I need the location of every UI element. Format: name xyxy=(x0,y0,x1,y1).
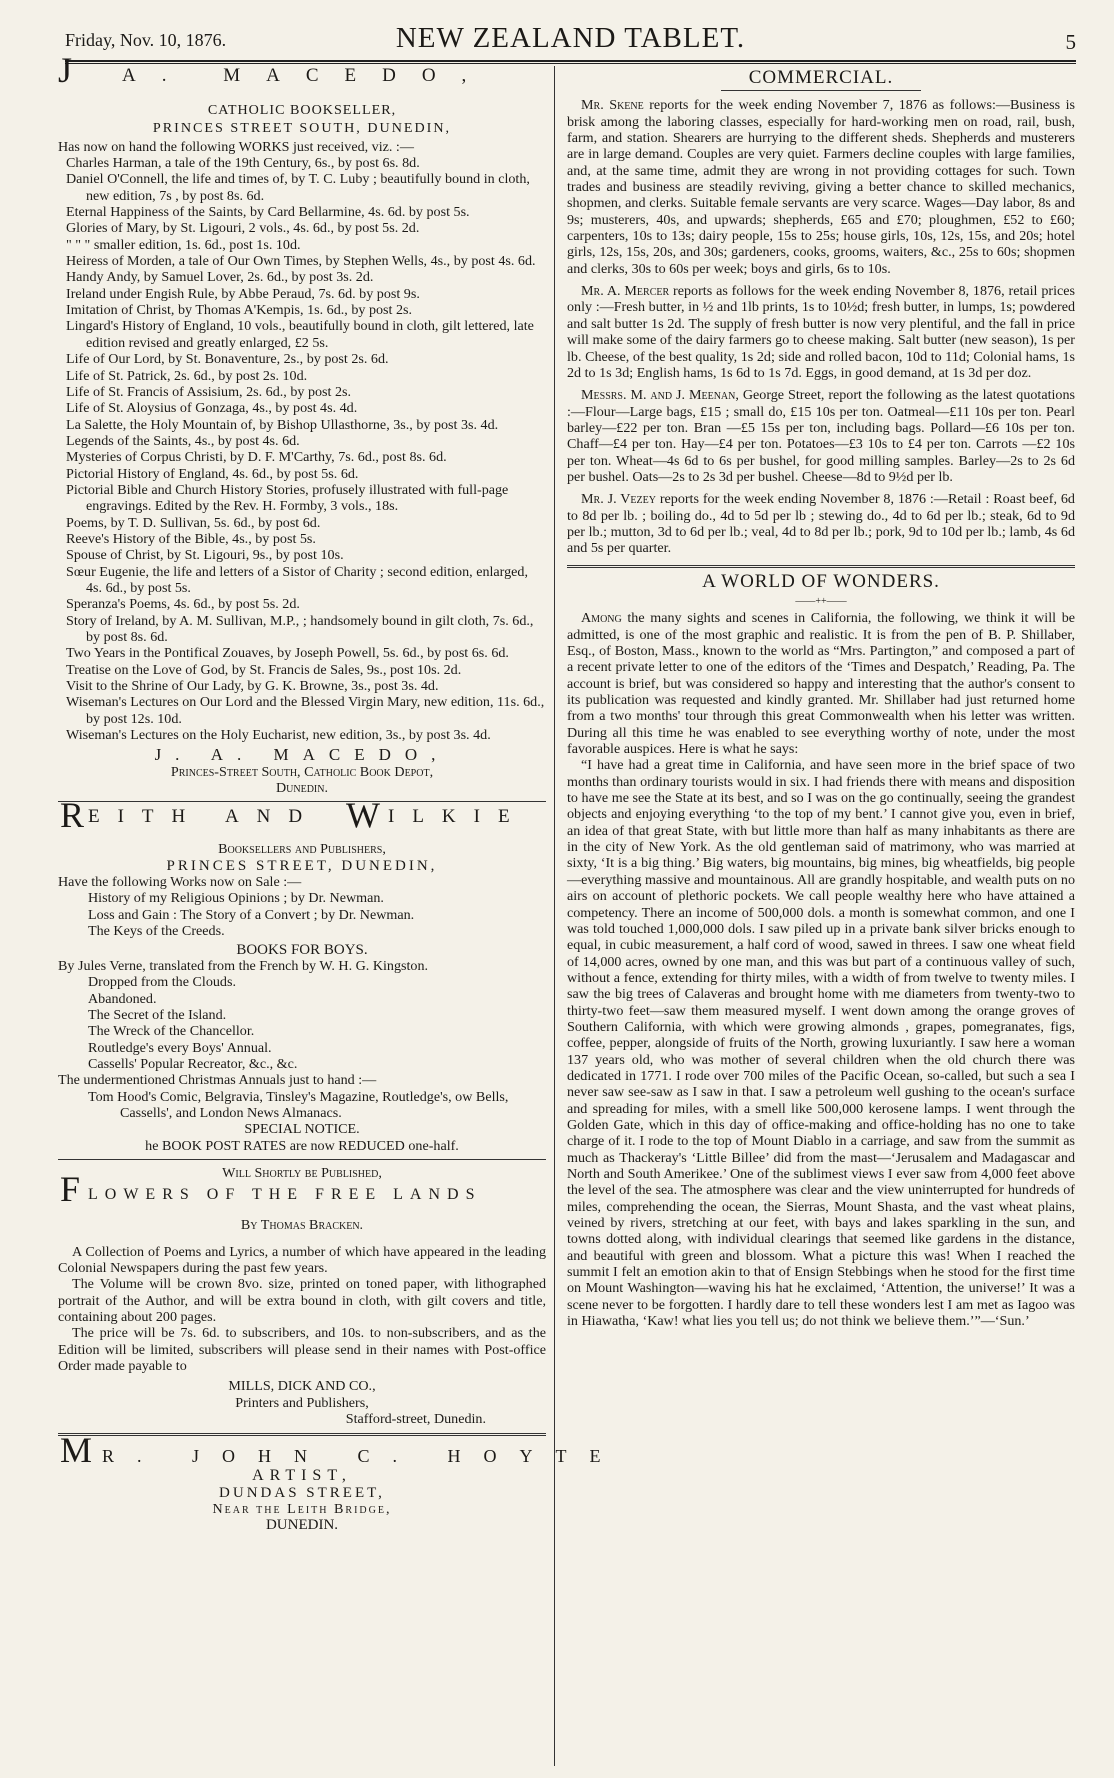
macedo-initial: J xyxy=(58,50,73,90)
commercial-mercer xyxy=(567,283,1075,381)
reith-name: EITH AND xyxy=(88,806,321,828)
hoyte-artist: ARTIST, xyxy=(252,1467,352,1485)
meenan-text: George Street, report the following as the latest quotations :—Flour—Large bags, £15 ; small do, £15 10s per ton. Oatmeal—£11 10s per ton. Pearl barley—£22 per ton. Bran —£5 15s per ton, including bags. Pollard—£6 10s per ton. Chaff—£4 per ton. Hay—£4 per ton. Potatoes—£3 10s to £4 per ton. Carrots —£2 10s per ton. Wheat—4s 6d to 6s per bushel, for good milling samples. Barley—2s to 2s 6d per bushel. Oats—2s to 2s 3d per bushel. Cheese—8d to 9½d per lb. xyxy=(567,387,1075,485)
heading-rule xyxy=(721,90,921,91)
list-item: Routledge's every Boys' Annual. xyxy=(88,1039,272,1056)
commercial-vezey xyxy=(567,491,1075,556)
wonders-first-word: Among xyxy=(581,610,622,627)
flowers-firm: MILLS, DICK AND CO., xyxy=(228,1378,376,1395)
list-item: Pictorial Bible and Church History Stories, profusely illustrated with full-page engravings. Edited by the Rev. H. Formby, 3 vols., 18s. xyxy=(66,481,509,515)
list-item: Dropped from the Clouds. xyxy=(88,974,236,991)
meenan-name: Messrs. M. and J. Meenan, xyxy=(581,387,739,404)
list-item: Pictorial History of England, 4s. 6d., by post 5s. 6d. xyxy=(66,465,359,482)
skene-text: reports for the week ending November 7, 1876 as follows:—Business is brisk among the laboring classes, especially for hard-working men on road, rail, bush, farm, and station. Shearers are hurrying to the different sheds. Shepherds and musterers are in large demand. Couples are very quiet. Farmers decline couples with large families, and, at the same time, admit they are wrong in not providing cottages for such. Town trades and business are steadily reviving, giving a better chance to skilled mechanics, shopmen, and clerks. Suitable female servants are very scarce. Wages—Day labor, 8s and 9s; musterers, 40s, and upwards; shepherds, £65 and £70; ploughmen, £52 to £60; carpenters, 10s to 13s; dairy people, 15s to 25s; house girls, 10s, 12s, 15s, and 20s; hotel girls, 12s, 15s, 20s, and 30s; gardeners, cooks, grooms, waiters, &c., 25s to 60s; shopmen and clerks, 30s to 60s per week; boys and girls, 6s to 10s. xyxy=(567,97,1075,277)
list-item: Story of Ireland, by A. M. Sullivan, M.P., ; handsomely bound in gilt cloth, 7s. 6d., by post 8s. 6d. xyxy=(66,612,534,645)
list-item: Life of St. Aloysius of Gonzaga, 4s., by post 4s. 4d. xyxy=(66,400,358,417)
books-for-boys-heading: BOOKS FOR BOYS. xyxy=(236,941,368,958)
annuals-intro: The undermentioned Christmas Annuals just to hand :— xyxy=(58,1072,377,1089)
list-item: The Wreck of the Chancellor. xyxy=(88,1023,255,1040)
list-item: Spouse of Christ, by St. Ligouri, 9s., by post 10s. xyxy=(66,547,344,564)
macedo-advert xyxy=(58,50,546,797)
list-item: Speranza's Poems, 4s. 6d., by post 5s. 2d. xyxy=(66,596,300,613)
flowers-author: By Thomas Bracken. xyxy=(240,1217,364,1234)
list-item: La Salette, the Holy Mountain of, by Bishop Ullasthorne, 3s., by post 3s. 4d. xyxy=(66,416,499,433)
wilkie-initial: W xyxy=(346,795,380,836)
list-item: " " " smaller edition, 1s. 6d., post 1s. 10d. xyxy=(66,236,301,253)
list-item: Mysteries of Corpus Christi, by D. F. M'Carthy, 7s. 6d., post 8s. 6d. xyxy=(66,449,447,466)
flowers-title-text: LOWERS OF THE FREE LANDS xyxy=(88,1186,482,1204)
list-item: Sœur Eugenie, the life and letters of a Sistor of Charity ; second edition, enlarged, 4s. 6d., by post 5s. xyxy=(66,563,528,596)
annuals-list: Tom Hood's Comic, Belgravia, Tinsley's Magazine, Routledge's, ow Bells, Cassells', and London News Almanacs. xyxy=(88,1088,509,1121)
list-item: Reeve's History of the Bible, 4s., by post 5s. xyxy=(66,530,316,547)
wonders-heading: A WORLD OF WONDERS. xyxy=(702,570,940,592)
flowers-advert xyxy=(58,1165,546,1427)
commercial-skene xyxy=(567,97,1075,277)
list-item: Daniel O'Connell, the life and times of, by T. C. Luby ; beautifully bound in cloth, new edition, 7s , by post 8s. 6d. xyxy=(66,171,530,204)
right-column xyxy=(567,66,1075,1329)
list-item: Eternal Happiness of the Saints, by Card Bellarmine, 4s. 6d. by post 5s. xyxy=(66,204,470,221)
list-item: Poems, by T. D. Sullivan, 5s. 6d., by post 6d. xyxy=(66,514,321,531)
hoyte-initial: M xyxy=(60,1430,93,1471)
list-item: Abandoned. xyxy=(88,990,157,1007)
mercer-name: Mr. A. Mercer xyxy=(581,283,670,300)
list-item: Charles Harman, a tale of the 19th Century, 6s., by post 6s. 8d. xyxy=(66,155,420,172)
reith-wilkie-advert xyxy=(58,795,546,1154)
flowers-para-2: The Volume will be crown 8vo. size, printed on toned paper, with lithographed portrait of the Author, and will be extra bound in cloth, with gilt covers and title, containing about 200 pages. xyxy=(58,1276,546,1326)
wilkie-name: ILKIE xyxy=(388,806,528,828)
wonders-ornament: ——++—— xyxy=(795,595,847,607)
macedo-address: PRINCES STREET SOUTH, DUNEDIN, xyxy=(152,120,452,137)
list-item: Life of St. Francis of Assisium, 2s. 6d., by post 2s. xyxy=(66,383,352,400)
verne-list xyxy=(58,974,546,1072)
list-item: Legends of the Saints, 4s., by post 4s. 6d. xyxy=(66,432,300,449)
reith-works-list xyxy=(58,890,546,939)
list-item: Wiseman's Lectures on the Holy Eucharist, new edition, 3s., by post 3s. 4d. xyxy=(66,727,491,744)
list-item: Imitation of Christ, by Thomas A'Kempis, 1s. 6d., by post 2s. xyxy=(66,302,413,319)
flowers-para-3: The price will be 7s. 6d. to subscribers, and 10s. to non-subscribers, and as the Edition will be limited, subscribers will please send in their names with Post-office Order made payable to xyxy=(58,1325,546,1375)
list-item: Handy Andy, by Samuel Lover, 2s. 6d., by post 3s. 2d. xyxy=(66,269,374,286)
list-item: Lingard's History of England, 10 vols., beautifully bound in cloth, gilt lettered, late edition revised and greatly enlarged, £2 5s. xyxy=(66,318,534,351)
special-notice-heading: SPECIAL NOTICE. xyxy=(244,1121,360,1138)
verne-intro: By Jules Verne, translated from the French by W. H. G. Kingston. xyxy=(58,957,429,974)
hoyte-heading xyxy=(58,1430,624,1478)
commercial-heading: COMMERCIAL. xyxy=(748,67,894,88)
list-item: Ireland under Engish Rule, by Abbe Peraud, 7s. 6d. by post 9s. xyxy=(66,285,420,302)
macedo-sig-line: Princes-Street South, Catholic Book Depot, xyxy=(170,763,434,780)
list-item: Treatise on the Love of God, by St. Francis de Sales, 9s., post 10s. 2d. xyxy=(66,661,462,678)
reith-initial: R xyxy=(60,795,85,836)
hoyte-advert xyxy=(58,1430,624,1534)
column-divider xyxy=(554,66,555,1766)
issue-date: Friday, Nov. 10, 1876. xyxy=(65,30,227,50)
will-shortly: Will Shortly be Published, xyxy=(222,1164,382,1181)
hoyte-name: R. JOHN C. HOYTE xyxy=(102,1446,624,1467)
list-item: Two Years in the Pontifical Zouaves, by Joseph Powell, 5s. 6d., by post 6s. 6d. xyxy=(66,645,509,662)
reith-subtitle: Booksellers and Publishers, xyxy=(218,841,386,858)
macedo-heading xyxy=(58,50,546,102)
macedo-sig-city: Dunedin. xyxy=(275,780,329,797)
list-item: Glories of Mary, by St. Ligouri, 2 vols., 4s. 6d., by post 5s. 2d. xyxy=(66,220,420,237)
list-item: History of my Religious Opinions ; by Dr. Newman. xyxy=(88,890,384,907)
page-header xyxy=(65,22,1076,56)
wonders-quote: “I have had a great time in California, and have seen more in the brief space of two months than ordinary tourists would in six. I had friends there with means and disposition to have me see the State at its best, and so I was on the go continually, seeing the grandest objects and enjoying everything ‘to the top of my bent.’ I cannot give you, even in brief, an idea of that great State, with but little more than half as many inhabitants as there are in the city of New York. As the old gentleman said of matrimony, who was married at sixty, ‘It is a big thing.’ Big waters, big mountains, big mines, big wheatfields, big people—everything massive and mountainous. All are grandly hospitable, and wealth puts on no airs on account of plethoric pockets. We call people wealthy here who have attained a competency. There an income of 500,000 dols. a month is somewhat common, and one I was told touched 1,000,000 dols. I saw piled up in a private bank silver bricks enough to equal, in cubic measurement, a half cord of wood, sawed in threes. I saw one wheat field of 14,000 acres, owned by one man, and this was but part of a continuous valley of such, without a fence, extending for thirty miles, with a width of from twelve to twenty miles. I saw the big trees of Calaveras and brought home with me diameters from twenty-two to thirty-two feet—saw them measured myself. I went down among the orange groves of Southern California, with which were growing almonds , grapes, pomegranates, figs, coffee, pepper, alongside of fruits of the North, growing luxuriantly. I saw here a woman 137 years old, who was mother of several children when the old church there was dedicated in 1771. I rode over 700 miles of the Pacific Ocean, so-called, but such a sea I never saw see-saw as I saw in that. I saw a petroleum well gushing to the ocean's surface and spreading for miles, with a smell like 500,000 kerosene lamps. I went through the Golden Gate, which in this day of office-making and office-holding has no one to take charge of it. I rode to the top of Mount Diablo in a carriage, and saw from the summit as much as Thackeray's ‘Little Billee’ did from the mast—‘Jerusalem and Madagascar and North and South Amerikee.’ One of the sublimest views I ever saw from 4,000 feet above the level of the sea. The atmosphere was clear and the view uninterrupted for hundreds of miles, comprehending the ocean, the Sierras, Mount Shasta, and the vast wheat plains, veined by rivers, stretching at our feet, with bays and lakes sparkling in the sun, and towns dotted along, with individual clearings that seemed like gardens in the distance, and beautiful with green and blossom. What a picture this was! When I reached the summit I felt an emotion akin to that of Ensign Stebbings when he stood for the first time on Mount Washington—waving his hat he exclaimed, ‘Attention, the universe!’ It was a scene never to be forgotten. I hardly dare to tell these wonders lest I am met as Iagoo was in Hiawatha, ‘Kaw! what lies you tell us; do not think we believe them.’”—‘Sun.’ xyxy=(567,757,1075,1330)
divider-double xyxy=(58,1433,546,1436)
list-item: Heiress of Morden, a tale of Our Own Times, by Stephen Wells, 4s., by post 4s. 6d. xyxy=(66,253,536,270)
list-item: Life of Our Lord, by St. Bonaventure, 2s., by post 2s. 6d. xyxy=(66,351,389,368)
reith-intro: Have the following Works now on Sale :— xyxy=(58,874,302,891)
macedo-intro: Has now on hand the following WORKS just received, viz. :— xyxy=(58,138,414,155)
flowers-para-1: A Collection of Poems and Lyrics, a number of which have appeared in the leading Colonial Newspapers during the past few years. xyxy=(58,1243,546,1276)
list-item: Life of St. Patrick, 2s. 6d., by post 2s. 10d. xyxy=(66,367,308,384)
list-item: The Secret of the Island. xyxy=(88,1006,227,1023)
masthead-title: NEW ZEALAND TABLET. xyxy=(395,22,746,54)
list-item: Wiseman's Lectures on Our Lord and the Blessed Virgin Mary, new edition, 11s. 6d., by post 12s. 10d. xyxy=(66,694,545,727)
macedo-book-list xyxy=(58,155,546,743)
divider-double xyxy=(567,565,1075,568)
vezey-name: Mr. J. Vezey xyxy=(581,491,656,508)
divider xyxy=(58,801,546,802)
hoyte-city: DUNEDIN. xyxy=(265,1517,339,1534)
list-item: Loss and Gain : The Story of a Convert ; by Dr. Newman. xyxy=(88,906,415,923)
hoyte-street: DUNDAS STREET, xyxy=(219,1484,385,1501)
header-rule xyxy=(65,60,1076,62)
list-item: Visit to the Shrine of Our Lady, by G. K. Browne, 3s., post 3s. 4d. xyxy=(66,678,439,695)
special-notice-text: he BOOK POST RATES are now REDUCED one-half. xyxy=(145,1137,459,1154)
divider xyxy=(58,1159,546,1160)
mercer-text: reports as follows for the week ending November 8, 1876, retail prices only :—Fresh butter, in ½ and 1lb prints, 1s to 10½d; fresh butter, in lumps, 1s; powdered and salt butter 1s 2d. The supply of fresh butter is now very plentiful, and the fall in price will make some of the dairy farmers go to cheese making. Salt butter (new season), 1s per lb. Cheese, of the best quality, 1s 2d; side and rolled bacon, 10d to 11d; Colonial hams, 1s 2d to 1s 3d; English hams, 1s 6d to 1s 7d. Eggs, in good demand, at 1s 3d per doz. xyxy=(567,283,1075,381)
flowers-initial: F xyxy=(60,1169,81,1210)
list-item: The Keys of the Creeds. xyxy=(88,923,225,940)
skene-name: Mr. Skene xyxy=(581,97,644,114)
hoyte-near: Near the Leith Bridge, xyxy=(212,1501,392,1518)
wonders-intro-text: the many sights and scenes in California, the following, we think it will be admitted, is one of the most graphic and realistic. It is from the pen of B. P. Shillaber, Esq., of Boston, Mass., known to the world as “Mrs. Partington,” and composed a part of a recent private letter to one of the editors of the ‘Times and Despatch,’ Reading, Pa. The account is brief, but was considered so happy and interesting that the author's consent to its publication was requested and kindly granted. Mr. Shillaber had just returned home from a two months' tour through this great Commonwealth when his letter was written. During all this time he was enabled to see everything worthy of note, under the most favorable auspices. Here is what he says: xyxy=(567,610,1075,758)
flowers-street: Stafford-street, Dunedin. xyxy=(345,1411,486,1428)
wonders-intro xyxy=(567,610,1075,757)
flowers-printers: Printers and Publishers, xyxy=(235,1394,369,1411)
header-rule-thin xyxy=(65,63,1076,64)
macedo-signature: J. A. MACEDO, xyxy=(154,745,450,765)
reith-address: PRINCES STREET, DUNEDIN, xyxy=(166,857,438,874)
macedo-title: CATHOLIC BOOKSELLER, xyxy=(207,102,397,118)
commercial-meenan xyxy=(567,387,1075,485)
macedo-name: A. MACEDO, xyxy=(122,65,493,86)
reith-wilkie-heading xyxy=(58,795,546,841)
vezey-text: reports for the week ending November 8, 1876 :—Retail : Roast beef, 6d to 8d per lb. ; boiling do., 4d to 5d per lb ; stewing do., 4d to 6d per lb.; steak, 6d to 9d per lb.; mutton, 3d to 6d per lb.; veal, 4d to 8d per lb.; pork, 9d to 10d per lb.; lamb, 4s 6d and 5s per quarter. xyxy=(567,491,1075,557)
list-item: Cassells' Popular Recreator, &c., &c. xyxy=(88,1055,298,1072)
page-number: 5 xyxy=(1065,30,1076,54)
